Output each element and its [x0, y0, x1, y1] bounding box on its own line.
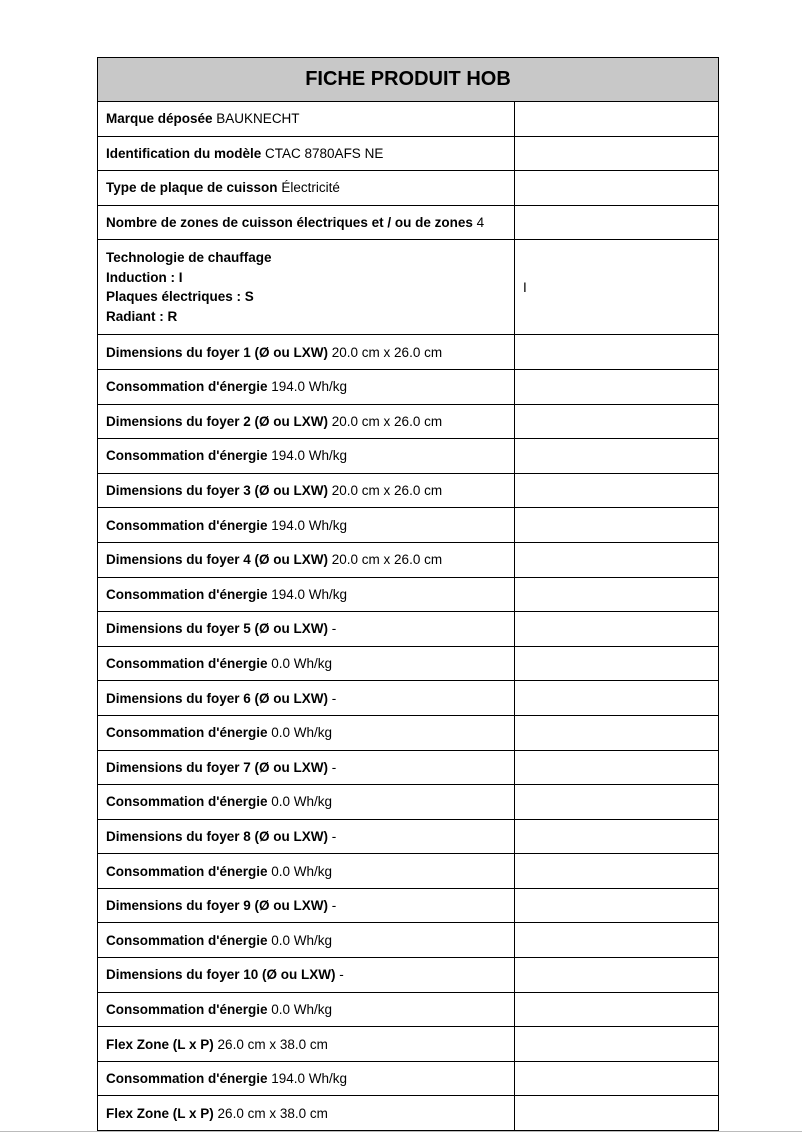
table-row	[98, 102, 719, 137]
row-right-cell	[515, 750, 719, 785]
table-row	[98, 681, 719, 716]
table-body	[98, 102, 719, 1131]
row-label: Dimensions du foyer 2 (Ø ou LXW)	[106, 413, 329, 429]
row-right-cell	[515, 205, 719, 240]
table-row	[98, 404, 719, 439]
heating-technology-row	[98, 240, 719, 335]
row-value: 26.0 cm x 38.0 cm	[217, 1105, 328, 1121]
row-value: 20.0 cm x 26.0 cm	[331, 552, 443, 568]
row-right-cell	[515, 785, 719, 820]
row-right-cell	[515, 404, 719, 439]
row-right-cell	[515, 136, 719, 171]
row-label: Identification du modèle	[106, 145, 262, 161]
row-value: 194.0 Wh/kg	[271, 517, 348, 533]
table-row	[98, 1061, 719, 1096]
heating-technology-line: Technologie de chauffage	[106, 250, 272, 266]
row-right-cell	[515, 102, 719, 137]
table-row	[98, 958, 719, 993]
row-right-cell	[515, 646, 719, 681]
row-label-cell	[98, 335, 515, 370]
row-label: Consommation d'énergie	[106, 932, 268, 948]
row-label: Dimensions du foyer 8 (Ø ou LXW)	[106, 828, 329, 844]
row-label-cell	[98, 923, 515, 958]
row-label-cell	[98, 205, 515, 240]
table-row	[98, 335, 719, 370]
row-label: Flex Zone (L x P)	[106, 1105, 214, 1121]
row-label: Consommation d'énergie	[106, 586, 268, 602]
row-label: Consommation d'énergie	[106, 1071, 268, 1087]
row-label: Consommation d'énergie	[106, 794, 268, 810]
row-value: 20.0 cm x 26.0 cm	[331, 344, 443, 360]
row-value: 20.0 cm x 26.0 cm	[331, 413, 443, 429]
heating-technology-line: Plaques électriques : S	[106, 289, 254, 305]
row-right-cell	[515, 1061, 719, 1096]
row-value: 0.0 Wh/kg	[271, 863, 333, 879]
row-label-cell	[98, 681, 515, 716]
row-right-cell	[515, 1096, 719, 1131]
row-value: 4	[476, 215, 485, 231]
row-right-cell	[515, 612, 719, 647]
row-label-cell	[98, 854, 515, 889]
row-value: 0.0 Wh/kg	[271, 656, 333, 672]
table-row	[98, 369, 719, 404]
table-row	[98, 992, 719, 1027]
row-right-cell	[515, 171, 719, 206]
row-right-cell	[515, 473, 719, 508]
row-right-cell	[515, 335, 719, 370]
row-label-cell	[98, 171, 515, 206]
row-label: Dimensions du foyer 4 (Ø ou LXW)	[106, 552, 329, 568]
row-right-cell	[515, 577, 719, 612]
table-row	[98, 136, 719, 171]
row-label: Marque déposée	[106, 111, 213, 127]
row-value: 26.0 cm x 38.0 cm	[217, 1036, 328, 1052]
row-label-cell	[98, 646, 515, 681]
table-row	[98, 854, 719, 889]
row-label: Consommation d'énergie	[106, 725, 268, 741]
row-value: Électricité	[281, 180, 340, 196]
row-right-cell	[515, 715, 719, 750]
table-row	[98, 923, 719, 958]
sheet-title: FICHE PRODUIT HOB	[98, 58, 719, 102]
heating-technology-label-cell	[98, 240, 515, 335]
row-right-cell	[515, 369, 719, 404]
row-value: -	[331, 759, 337, 775]
row-label-cell	[98, 819, 515, 854]
row-label: Dimensions du foyer 1 (Ø ou LXW)	[106, 344, 329, 360]
heating-technology-value: I	[515, 240, 719, 335]
row-label: Consommation d'énergie	[106, 448, 268, 464]
table-row	[98, 205, 719, 240]
row-label-cell	[98, 1027, 515, 1062]
row-label-cell	[98, 612, 515, 647]
row-label: Dimensions du foyer 5 (Ø ou LXW)	[106, 621, 329, 637]
row-label: Nombre de zones de cuisson électriques et / ou de zones	[106, 215, 473, 231]
row-label-cell	[98, 958, 515, 993]
row-right-cell	[515, 958, 719, 993]
table-row	[98, 473, 719, 508]
row-value: CTAC 8780AFS NE	[265, 145, 384, 161]
row-label-cell	[98, 750, 515, 785]
row-label-cell	[98, 508, 515, 543]
row-label-cell	[98, 785, 515, 820]
row-right-cell	[515, 923, 719, 958]
row-label: Dimensions du foyer 3 (Ø ou LXW)	[106, 483, 329, 499]
table-row	[98, 612, 719, 647]
row-label-cell	[98, 1096, 515, 1131]
product-sheet	[97, 57, 718, 1131]
row-value: 0.0 Wh/kg	[271, 1001, 333, 1017]
row-label-cell	[98, 888, 515, 923]
row-label-cell	[98, 715, 515, 750]
table-row	[98, 439, 719, 474]
row-right-cell	[515, 819, 719, 854]
row-right-cell	[515, 888, 719, 923]
row-value: 0.0 Wh/kg	[271, 794, 333, 810]
row-value: 194.0 Wh/kg	[271, 379, 348, 395]
row-right-cell	[515, 1027, 719, 1062]
row-value: 0.0 Wh/kg	[271, 725, 333, 741]
row-right-cell	[515, 992, 719, 1027]
table-row	[98, 171, 719, 206]
row-label-cell	[98, 577, 515, 612]
row-value: 0.0 Wh/kg	[271, 932, 333, 948]
table-row	[98, 1096, 719, 1131]
table-row	[98, 785, 719, 820]
table-row	[98, 888, 719, 923]
table-row	[98, 715, 719, 750]
row-label: Consommation d'énergie	[106, 656, 268, 672]
row-label-cell	[98, 439, 515, 474]
row-label-cell	[98, 102, 515, 137]
row-label: Dimensions du foyer 7 (Ø ou LXW)	[106, 759, 329, 775]
heating-technology-line: Radiant : R	[106, 308, 178, 324]
row-right-cell	[515, 508, 719, 543]
row-right-cell	[515, 542, 719, 577]
row-value: -	[331, 690, 337, 706]
heating-technology-line: Induction : I	[106, 269, 183, 285]
row-value: -	[331, 621, 337, 637]
row-label-cell	[98, 542, 515, 577]
row-value: 194.0 Wh/kg	[271, 448, 348, 464]
row-right-cell	[515, 854, 719, 889]
row-label: Consommation d'énergie	[106, 379, 268, 395]
row-value: -	[339, 967, 344, 983]
page-bottom-rule	[0, 1131, 802, 1132]
row-right-cell	[515, 439, 719, 474]
row-label: Consommation d'énergie	[106, 863, 268, 879]
row-label: Flex Zone (L x P)	[106, 1036, 214, 1052]
row-right-cell	[515, 681, 719, 716]
row-label: Consommation d'énergie	[106, 1001, 268, 1017]
row-label-cell	[98, 1061, 515, 1096]
row-label: Type de plaque de cuisson	[106, 180, 278, 196]
row-label-cell	[98, 404, 515, 439]
row-value: 194.0 Wh/kg	[271, 586, 348, 602]
table-row	[98, 577, 719, 612]
table-row	[98, 508, 719, 543]
row-label: Dimensions du foyer 6 (Ø ou LXW)	[106, 690, 329, 706]
row-label: Consommation d'énergie	[106, 517, 268, 533]
row-label-cell	[98, 136, 515, 171]
table-row	[98, 750, 719, 785]
row-label-cell	[98, 473, 515, 508]
row-value: BAUKNECHT	[216, 111, 300, 127]
row-label-cell	[98, 369, 515, 404]
table-row	[98, 1027, 719, 1062]
row-value: 20.0 cm x 26.0 cm	[331, 483, 443, 499]
row-value: 194.0 Wh/kg	[271, 1071, 348, 1087]
row-value: -	[331, 898, 337, 914]
row-label-cell	[98, 992, 515, 1027]
table-row	[98, 542, 719, 577]
product-table	[97, 57, 719, 1131]
row-label: Dimensions du foyer 9 (Ø ou LXW)	[106, 898, 329, 914]
row-label: Dimensions du foyer 10 (Ø ou LXW)	[106, 967, 336, 983]
table-row	[98, 819, 719, 854]
table-row	[98, 646, 719, 681]
row-value: -	[331, 828, 337, 844]
